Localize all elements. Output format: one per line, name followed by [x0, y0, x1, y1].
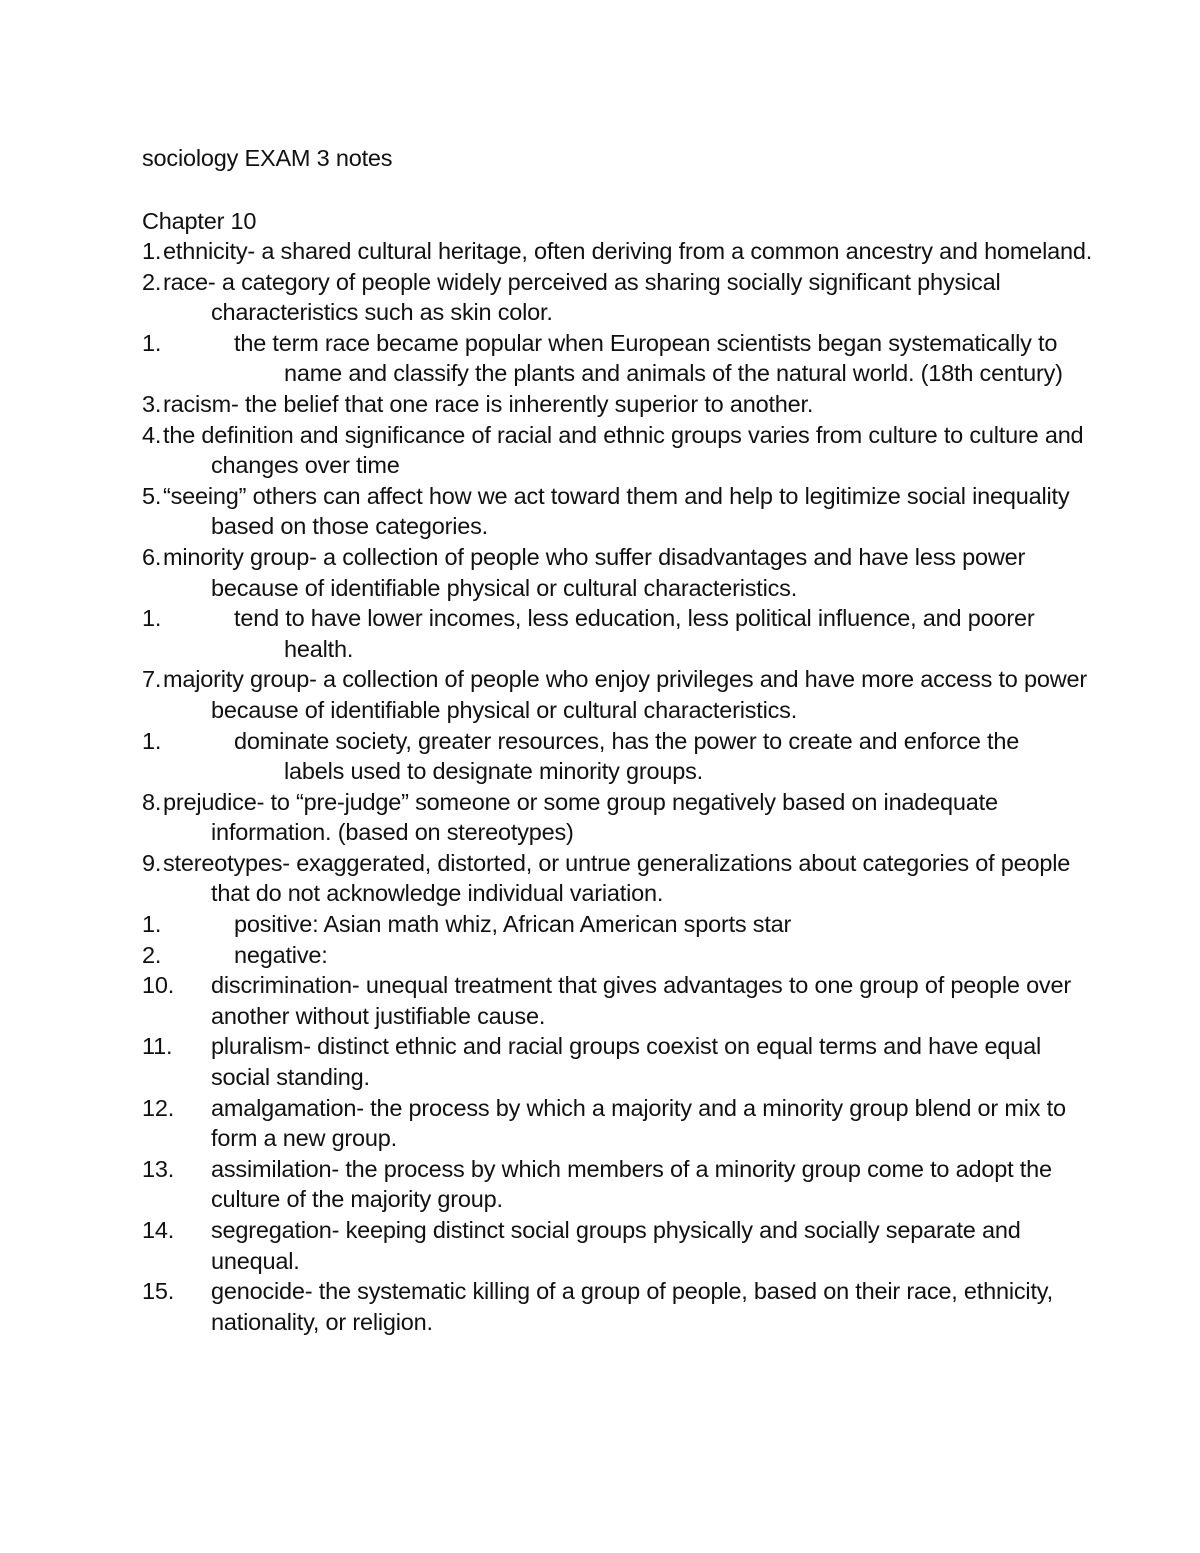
item-text: minority group- a collection of people who suffer disadvantages and have less power because of identifiable physical or cultural characteristics.	[163, 543, 1026, 601]
item-text: positive: Asian math whiz, African American sports star	[234, 911, 792, 938]
item-text: race- a category of people widely perceived as sharing socially significant physical characteristics such as skin color.	[163, 268, 1001, 326]
item-text: segregation- keeping distinct social groups physically and socially separate and unequal.	[211, 1217, 1021, 1274]
item-text: pluralism- distinct ethnic and racial groups coexist on equal terms and have equal social standing.	[211, 1033, 1042, 1091]
list-item	[0, 1276, 1200, 1337]
item-number: 2.	[142, 268, 162, 295]
item-text: stereotypes- exaggerated, distorted, or untrue generalizations about categories of people that do not acknowledge individual variation.	[163, 849, 1071, 907]
item-number: 1.	[142, 329, 162, 356]
item-text: ethnicity- a shared cultural heritage, often deriving from a common ancestry and homeland.	[163, 238, 1093, 264]
sub-list-item	[0, 328, 1200, 389]
item-text: majority group- a collection of people who enjoy privileges and have more access to power because of identifiable physical or cultural characteristics.	[163, 666, 1088, 723]
item-text: dominate society, greater resources, has the power to create and enforce the labels used to designate minority groups.	[234, 727, 1020, 785]
item-text: amalgamation- the process by which a majority and a minority group blend or mix to form a new group.	[211, 1094, 1066, 1152]
item-number: 10.	[142, 972, 175, 999]
item-number: 2.	[142, 941, 162, 968]
list-item	[0, 236, 1200, 267]
list-item	[0, 542, 1200, 603]
list-item	[0, 970, 1200, 1031]
item-number: 1.	[142, 727, 162, 754]
item-number: 8.	[142, 788, 162, 815]
item-text: the definition and significance of racial and ethnic groups varies from culture to culture and changes over time	[163, 421, 1084, 479]
notes-list	[0, 236, 1200, 1337]
item-number: 12.	[142, 1094, 175, 1121]
document-title: sociology EXAM 3 notes	[142, 145, 393, 171]
item-number: 13.	[142, 1155, 175, 1182]
list-item	[0, 664, 1200, 725]
sub-list-item	[0, 909, 1200, 940]
item-number: 11.	[142, 1033, 173, 1060]
chapter-heading: Chapter 10	[142, 208, 257, 234]
item-text: assimilation- the process by which members of a minority group come to adopt the culture of the majority group.	[211, 1155, 1052, 1213]
list-item	[0, 787, 1200, 848]
list-item	[0, 481, 1200, 542]
item-number: 7.	[142, 666, 162, 693]
list-item	[0, 1215, 1200, 1276]
item-text: discrimination- unequal treatment that gives advantages to one group of people over another without justifiable cause.	[211, 972, 1071, 1029]
item-text: genocide- the systematic killing of a group of people, based on their race, ethnicity, nationality, or religion.	[211, 1278, 1053, 1335]
list-item	[0, 1154, 1200, 1215]
list-item	[0, 1093, 1200, 1154]
sub-list-item	[0, 940, 1200, 971]
item-text: negative:	[234, 941, 328, 968]
item-text: tend to have lower incomes, less education, less political influence, and poorer health.	[234, 605, 1035, 662]
item-number: 3.	[142, 390, 162, 417]
sub-list-item	[0, 726, 1200, 787]
list-item	[0, 848, 1200, 909]
item-number: 14.	[142, 1217, 175, 1243]
item-text: the term race became popular when European scientists began systematically to name and classify the plants and animals of the natural world. (18th century)	[234, 329, 1063, 387]
item-text: “seeing” others can affect how we act toward them and help to legitimize social inequality based on those categories.	[163, 482, 1070, 540]
item-number: 1.	[142, 238, 162, 264]
item-number: 1.	[142, 911, 162, 938]
item-number: 4.	[142, 421, 162, 448]
item-text: racism- the belief that one race is inherently superior to another.	[163, 390, 814, 417]
item-number: 1.	[142, 605, 162, 632]
item-number: 5.	[142, 482, 162, 509]
list-item	[0, 1031, 1200, 1092]
list-item	[0, 389, 1200, 420]
sub-list-item	[0, 603, 1200, 664]
list-item	[0, 267, 1200, 328]
list-item	[0, 420, 1200, 481]
item-number: 15.	[142, 1278, 175, 1305]
item-number: 6.	[142, 543, 162, 570]
item-number: 9.	[142, 849, 162, 876]
item-text: prejudice- to “pre-judge” someone or some group negatively based on inadequate information. (based on stereotypes)	[163, 788, 998, 846]
